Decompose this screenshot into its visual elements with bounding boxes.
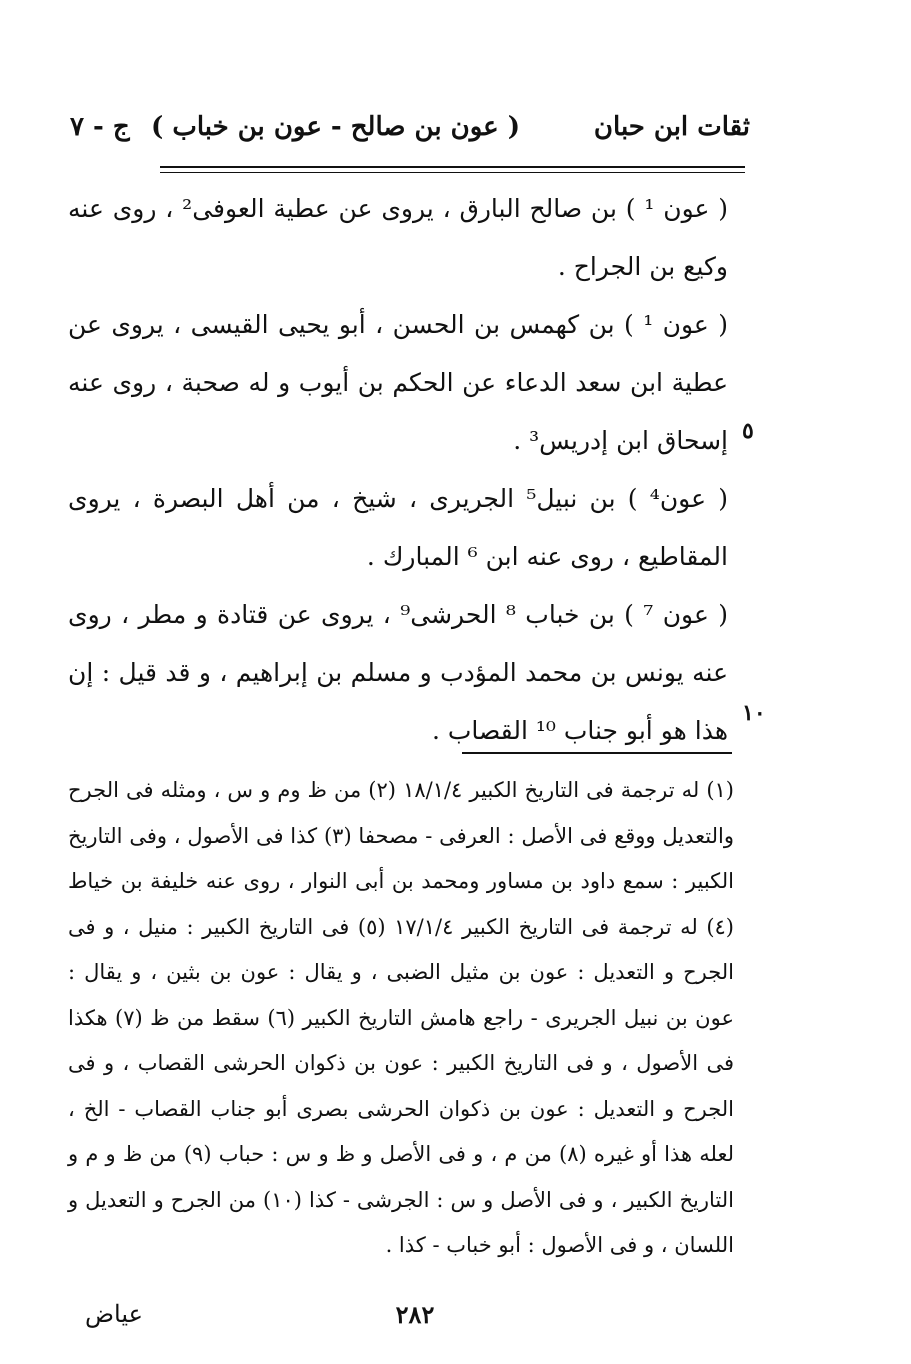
header-book-title: ثقات ابن حبان [593, 112, 750, 142]
entry-awn-bin-khabbab: ( عون ⁷ ) بن خباب ⁸ الحرشى⁹ ، يروى عن قتادة و مطر ، روى عنه يونس بن محمد المؤدب و مسلم بن إبراهيم ، و قد قيل : إن هذا هو أبو جناب ¹⁰ القصاب . [68, 600, 729, 745]
main-text [68, 180, 728, 760]
header-rule-thin [160, 172, 745, 173]
line-number-5: ٥ [742, 418, 754, 444]
footnotes [68, 768, 734, 1269]
page-number: ٢٨٢ [395, 1300, 435, 1329]
entry-awn-bin-salih: ( عون ¹ ) بن صالح البارق ، يروى عن عطية العوفى² ، روى عنه وكيع بن الجراح . [68, 194, 728, 281]
signature: عياض [85, 1300, 143, 1328]
entry-awn-bin-nabil: ( عون⁴ ) بن نبيل⁵ الجريرى ، شيخ ، من أهل البصرة ، يروى المقاطيع ، روى عنه ابن ⁶ المبارك . [68, 484, 728, 571]
header-rule-thick [160, 166, 745, 168]
running-header [70, 112, 750, 156]
entry-awn-bin-kahmas: ( عون ¹ ) بن كهمس بن الحسن ، أبو يحيى القيسى ، يروى عن عطية ابن سعد الدعاء عن الحكم بن أيوب و له صحبة ، روى عنه إسحاق ابن إدريس³ . [68, 310, 728, 455]
line-number-10: ١٠ [742, 700, 766, 726]
header-entry-range: ( عون بن صالح - عون بن خباب ) [151, 112, 520, 142]
footnote-text: (١) له ترجمة فى التاريخ الكبير ١٨/١/٤ (٢) من ظ وم و س ، ومثله فى الجرح والتعديل ووقع فى الأصل : العرفى - مصحفا (٣) كذا فى الأصول ، وفى التاريخ الكبير : سمع داود بن مساور ومحمد بن أبى النوار ، روى عنه خليفة بن خياط (٤) له ترجمة فى التاريخ الكبير ١٧/١/٤ (٥) فى التاريخ الكبير : منيل ، و فى الجرح و التعديل : عون بن مثيل الضبى ، و يقال : عون بن بثين ، و يقال : عون بن نبيل الجريرى - راجع هامش التاريخ الكبير (٦) سقط من ظ (٧) هكذا فى الأصول ، و فى التاريخ الكبير : عون بن ذكوان الحرشى القصاب ، و فى الجرح و التعديل : عون بن ذكوان الحرشى بصرى أبو جناب القصاب - الخ ، لعله هذا أو غيره (٨) من م ، و فى الأصل و ظ و س : حباب (٩) من ظ و م و التاريخ الكبير ، و فى الأصل و س : الجرشى - كذا (١٠) من الجرح و التعديل و اللسان ، و فى الأصول : أبو خباب - كذا . [68, 778, 734, 1257]
header-volume: ج - ٧ [70, 112, 130, 142]
footnote-separator [462, 752, 732, 754]
